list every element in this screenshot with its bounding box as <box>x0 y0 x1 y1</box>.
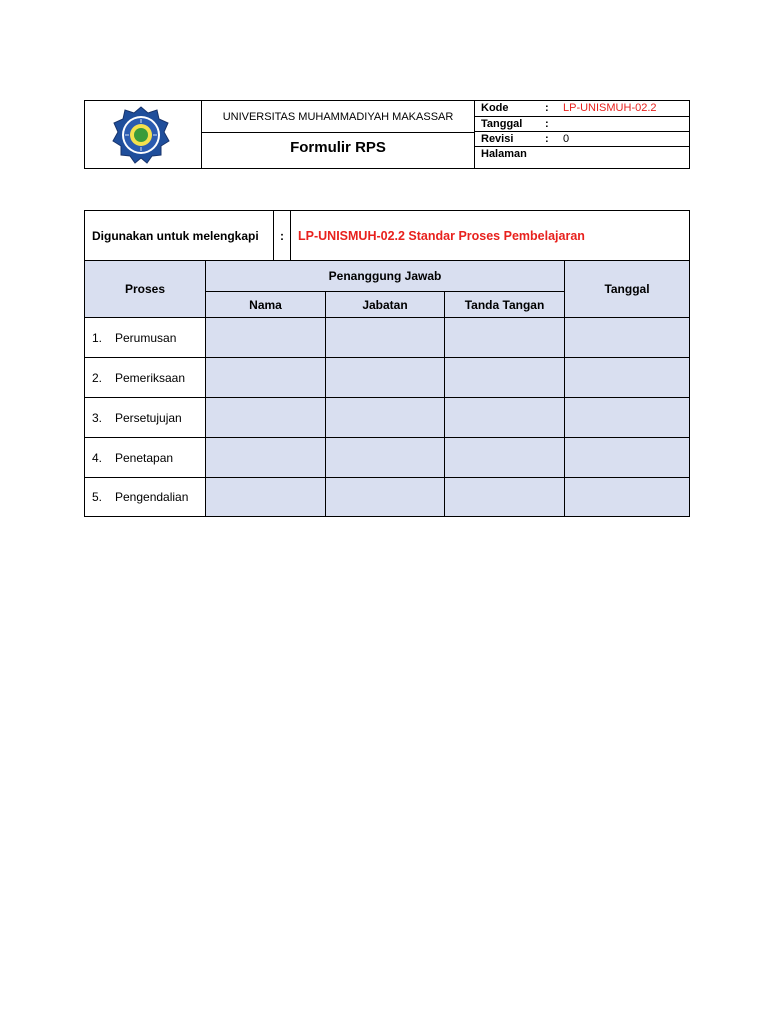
col-jabatan: Jabatan <box>325 291 444 317</box>
usage-label: Digunakan untuk melengkapi <box>92 228 259 243</box>
tanggal-field[interactable] <box>564 357 689 397</box>
form-title: Formulir RPS <box>290 139 386 156</box>
col-penanggung-jawab: Penanggung Jawab <box>205 260 564 291</box>
usage-reference: LP-UNISMUH-02.2 Standar Proses Pembelajaran <box>290 211 689 260</box>
meta-row-kode <box>475 101 689 117</box>
tanda-tangan-field[interactable] <box>444 317 564 357</box>
logo-cell <box>85 101 202 168</box>
col-proses: Proses <box>85 260 205 317</box>
row-number: 4. <box>92 450 103 465</box>
meta-label: Tanggal <box>481 118 523 130</box>
nama-field[interactable] <box>205 477 325 516</box>
row-label-perumusan <box>85 317 205 357</box>
tanda-tangan-field[interactable] <box>444 357 564 397</box>
tanggal-field[interactable] <box>564 437 689 477</box>
tanggal-field[interactable] <box>564 397 689 437</box>
row-label-persetujujan <box>85 397 205 437</box>
jabatan-field[interactable] <box>325 437 444 477</box>
meta-label: Halaman <box>481 148 527 160</box>
usage-colon: : <box>273 211 290 260</box>
row-number: 1. <box>92 330 103 345</box>
meta-value-revisi: 0 <box>563 133 570 145</box>
tanggal-field[interactable] <box>564 477 689 516</box>
tanda-tangan-field[interactable] <box>444 437 564 477</box>
meta-colon: : <box>545 102 549 114</box>
col-tanda-tangan: Tanda Tangan <box>444 291 564 317</box>
nama-field[interactable] <box>205 317 325 357</box>
nama-field[interactable] <box>205 357 325 397</box>
col-nama: Nama <box>205 291 325 317</box>
row-label-pengendalian <box>85 477 205 516</box>
nama-field[interactable] <box>205 437 325 477</box>
jabatan-field[interactable] <box>325 397 444 437</box>
jabatan-field[interactable] <box>325 317 444 357</box>
document-meta <box>475 101 689 168</box>
nama-field[interactable] <box>205 397 325 437</box>
jabatan-field[interactable] <box>325 477 444 516</box>
tanda-tangan-field[interactable] <box>444 397 564 437</box>
jabatan-field[interactable] <box>325 357 444 397</box>
document-header <box>84 100 690 169</box>
meta-label: Revisi <box>481 133 514 145</box>
meta-row-revisi <box>475 132 689 147</box>
rps-table <box>84 210 690 517</box>
meta-label: Kode <box>481 102 509 114</box>
meta-row-halaman <box>475 147 689 168</box>
row-label-penetapan <box>85 437 205 477</box>
row-process-name: Perumusan <box>115 330 177 345</box>
tanggal-field[interactable] <box>564 317 689 357</box>
meta-value-kode: LP-UNISMUH-02.2 <box>563 102 657 114</box>
row-process-name: Pengendalian <box>115 490 189 504</box>
row-process-name: Penetapan <box>115 450 174 465</box>
meta-colon: : <box>545 118 549 130</box>
university-name: UNIVERSITAS MUHAMMADIYAH MAKASSAR <box>202 101 474 133</box>
tanda-tangan-field[interactable] <box>444 477 564 516</box>
title-cell <box>202 101 475 168</box>
university-logo-icon <box>111 105 171 165</box>
row-process-name: Persetujujan <box>115 410 182 425</box>
col-tanggal: Tanggal <box>564 260 689 317</box>
row-process-name: Pemeriksaan <box>115 370 186 385</box>
row-label-pemeriksaan <box>85 357 205 397</box>
meta-colon: : <box>545 133 549 145</box>
meta-row-tanggal <box>475 117 689 132</box>
row-number: 3. <box>92 410 103 425</box>
row-number: 5. <box>92 490 103 504</box>
row-number: 2. <box>92 370 103 385</box>
